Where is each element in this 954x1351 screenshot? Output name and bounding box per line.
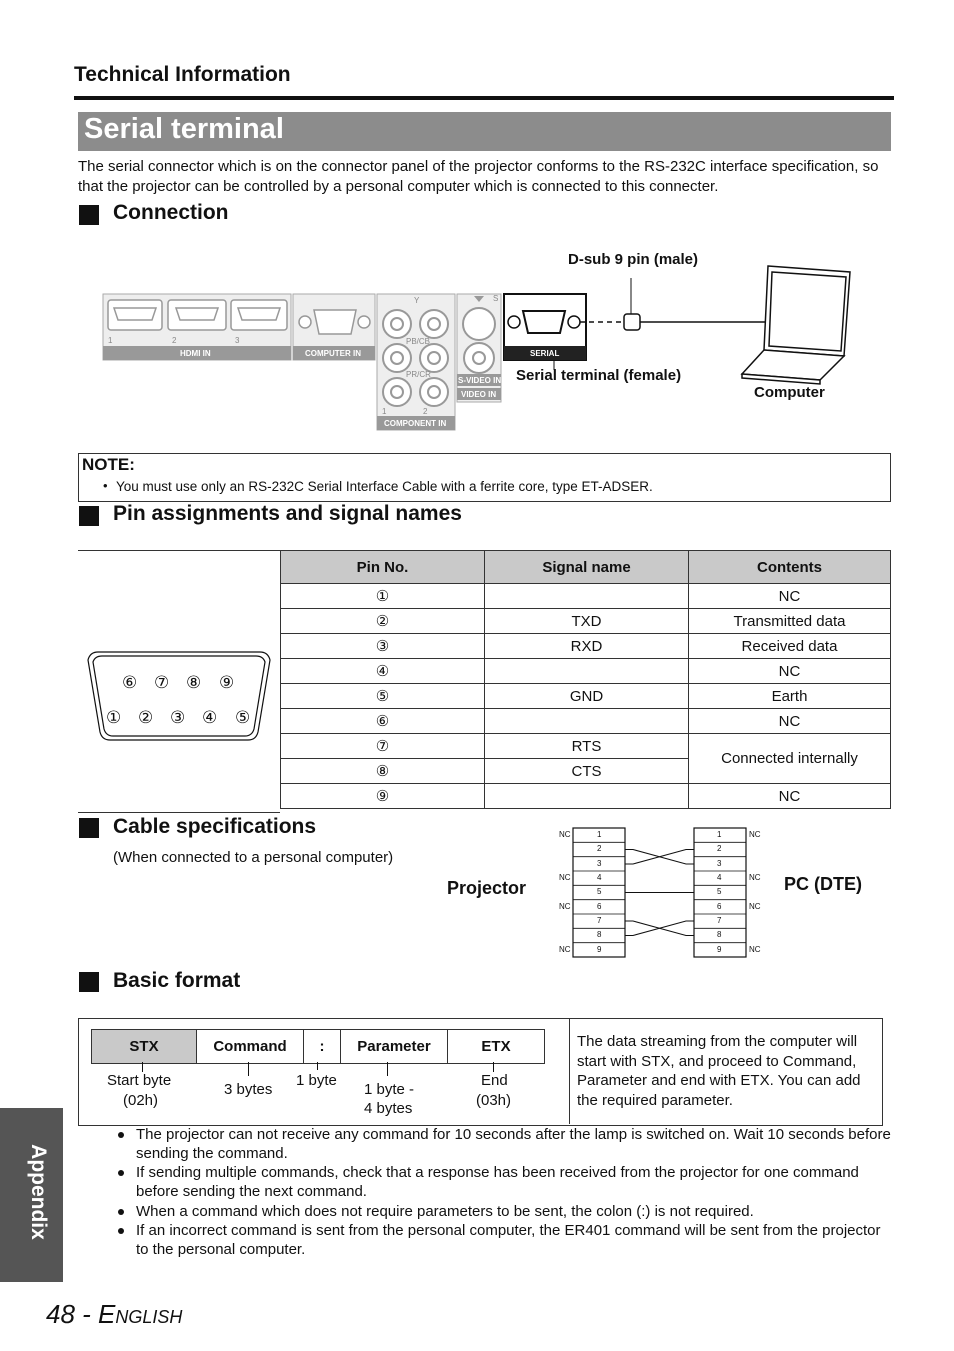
bullet-text: When a command which does not require parameters to be sent, the colon (:) is not required. — [136, 1203, 754, 1220]
table-row — [281, 634, 891, 659]
pc-nc-4: NC — [749, 873, 761, 882]
cable-wiring-diagram — [555, 826, 770, 961]
etx-label-line1: End — [481, 1072, 508, 1089]
signal-cell: RTS — [485, 734, 689, 759]
pc-nc-9: NC — [749, 945, 761, 954]
etx-pointer — [493, 1062, 494, 1072]
proj-pin-9: 9 — [597, 945, 602, 954]
table-row — [281, 784, 891, 809]
pc-pin-5: 5 — [717, 887, 722, 896]
pc-pin-6: 6 — [717, 902, 722, 911]
command-label: 3 bytes — [224, 1081, 273, 1098]
section-marker — [79, 818, 99, 838]
connection-diagram — [100, 250, 860, 440]
proj-pin-7: 7 — [597, 916, 602, 925]
column-header: Contents — [689, 551, 891, 584]
header-rule — [74, 96, 894, 100]
stx-label-line2: (02h) — [123, 1092, 159, 1109]
column-header: Signal name — [485, 551, 689, 584]
format-table — [91, 1029, 545, 1064]
cable-heading: Cable specifications — [113, 815, 317, 838]
pin-table — [280, 550, 891, 809]
connector-pin-4: ④ — [202, 708, 218, 727]
pin-cell: ⑥ — [281, 709, 485, 734]
hdmi-num-1: 1 — [108, 336, 113, 345]
s-mark-label: S — [493, 294, 499, 303]
pc-pin-8: 8 — [717, 930, 722, 939]
page-language: English — [98, 1299, 183, 1329]
pc-pin-3: 3 — [717, 859, 722, 868]
parameter-cell: Parameter — [341, 1030, 448, 1064]
component-in-label: COMPONENT IN — [384, 419, 447, 428]
video-in-label: VIDEO IN — [461, 390, 497, 399]
section-header: Technical Information — [74, 63, 291, 86]
table-row — [281, 659, 891, 684]
cable-subtitle: (When connected to a personal computer) — [113, 849, 394, 866]
connector-pin-1: ① — [106, 708, 122, 727]
signal-cell — [485, 584, 689, 609]
port-pr-label: PR/CR — [406, 370, 431, 379]
basic-format-description: The data streaming from the computer will start with STX, and proceed to Command, Parameter and end with ETX. You can add the required parameter. — [577, 1033, 861, 1109]
bullet-text: If sending multiple commands, check that a response has been received from the projector for one command before sending the next command. — [136, 1164, 859, 1200]
contents-cell: NC — [689, 659, 891, 684]
connector-pin-2: ② — [138, 708, 154, 727]
pin-cell: ⑨ — [281, 784, 485, 809]
stx-label-line1: Start byte — [107, 1072, 172, 1089]
hdmi-num-3: 3 — [235, 336, 240, 345]
stx-cell: STX — [92, 1030, 197, 1064]
page-number — [46, 1299, 182, 1330]
page-title: Serial terminal — [84, 113, 284, 145]
bullet-dot — [118, 1228, 124, 1234]
serial-terminal-label: Serial terminal (female) — [516, 367, 682, 384]
intro-text: The serial connector which is on the connector panel of the projector conforms to the RS-232C interface specification, so that the projector can be controlled by a personal computer which is connected to this connecter. — [78, 158, 879, 195]
colon-pointer — [317, 1062, 318, 1070]
colon-cell: : — [304, 1030, 341, 1064]
note-box — [78, 453, 891, 502]
connector-pin-9: ⑨ — [219, 673, 235, 692]
bullet-dot — [118, 1132, 124, 1138]
hdmi-num-2: 2 — [172, 336, 177, 345]
port-pb-label: PB/CB — [406, 337, 431, 346]
wiring-lines — [555, 826, 770, 961]
proj-pin-8: 8 — [597, 930, 602, 939]
bullet-text: If an incorrect command is sent from the personal computer, the ER401 command will be sent from the projector to the personal computer. — [136, 1222, 881, 1258]
pin-cell: ⑦ — [281, 734, 485, 759]
pin-cell: ③ — [281, 634, 485, 659]
table-row — [281, 684, 891, 709]
svideo-in-label: S-VIDEO IN — [458, 376, 502, 385]
parameter-label-line1: 1 byte - — [364, 1081, 415, 1098]
pin-cell: ⑧ — [281, 759, 485, 784]
connector-pin-8: ⑧ — [186, 673, 202, 692]
pin-cell: ⑤ — [281, 684, 485, 709]
connector-pin-3: ③ — [170, 708, 186, 727]
etx-cell: ETX — [448, 1030, 545, 1064]
basic-format-divider — [569, 1018, 570, 1124]
parameter-label-line2: 4 bytes — [364, 1100, 413, 1117]
table-row — [281, 584, 891, 609]
proj-pin-3: 3 — [597, 859, 602, 868]
signal-cell: RXD — [485, 634, 689, 659]
pc-pin-2: 2 — [717, 844, 722, 853]
pc-pin-9: 9 — [717, 945, 722, 954]
note-bullet: • — [103, 478, 108, 493]
note-text: You must use only an RS-232C Serial Interface Cable with a ferrite core, type ET-ADSER. — [116, 479, 653, 494]
pc-nc-1: NC — [749, 830, 761, 839]
table-row — [281, 709, 891, 734]
column-header: Pin No. — [281, 551, 485, 584]
proj-nc-6: NC — [559, 902, 571, 911]
pc-pin-7: 7 — [717, 916, 722, 925]
hdmi-in-label: HDMI IN — [180, 349, 211, 358]
signal-cell — [485, 784, 689, 809]
colon-label: 1 byte — [296, 1072, 337, 1089]
command-cell: Command — [197, 1030, 304, 1064]
serial-label: SERIAL — [530, 349, 560, 358]
bullet-dot — [118, 1209, 124, 1215]
parameter-pointer — [387, 1062, 388, 1076]
dsub-label: D-sub 9 pin (male) — [568, 251, 699, 268]
dsub-connector-drawing — [84, 648, 274, 744]
signal-cell: TXD — [485, 609, 689, 634]
port-y-label: Y — [414, 296, 420, 305]
connection-heading: Connection — [113, 201, 229, 224]
basic-format-heading: Basic format — [113, 969, 241, 992]
proj-pin-2: 2 — [597, 844, 602, 853]
proj-nc-9: NC — [559, 945, 571, 954]
proj-pin-5: 5 — [597, 887, 602, 896]
note-title: NOTE: — [82, 455, 135, 474]
signal-cell — [485, 659, 689, 684]
bullet-dot — [118, 1170, 124, 1176]
table-row — [92, 1030, 545, 1064]
computer-label: Computer — [754, 384, 825, 401]
proj-pin-6: 6 — [597, 902, 602, 911]
appendix-tab-label: Appendix — [27, 1144, 50, 1240]
table-header-row — [281, 551, 891, 584]
signal-cell: GND — [485, 684, 689, 709]
contents-cell: Connected internally — [689, 734, 891, 784]
pin-cell: ② — [281, 609, 485, 634]
section-marker — [79, 506, 99, 526]
component-num-2: 2 — [423, 407, 428, 416]
pc-nc-6: NC — [749, 902, 761, 911]
pins-heading: Pin assignments and signal names — [113, 502, 462, 525]
contents-cell: Received data — [689, 634, 891, 659]
table-row — [281, 734, 891, 759]
pin-cell: ① — [281, 584, 485, 609]
proj-nc-4: NC — [559, 873, 571, 882]
page-number-text: 48 - — [46, 1299, 99, 1329]
bullet-text: The projector can not receive any command for 10 seconds after the lamp is switched on. Wait 10 seconds before sending the command. — [136, 1126, 891, 1162]
projector-label: Projector — [447, 878, 527, 898]
proj-pin-4: 4 — [597, 873, 602, 882]
pc-pin-4: 4 — [717, 873, 722, 882]
computer-in-label: COMPUTER IN — [305, 349, 361, 358]
contents-cell: Transmitted data — [689, 609, 891, 634]
section-marker — [79, 205, 99, 225]
contents-cell: Earth — [689, 684, 891, 709]
contents-cell: NC — [689, 584, 891, 609]
contents-cell: NC — [689, 709, 891, 734]
pc-dte-label: PC (DTE) — [784, 874, 862, 894]
proj-nc-1: NC — [559, 830, 571, 839]
pc-pin-1: 1 — [717, 830, 722, 839]
section-marker — [79, 972, 99, 992]
signal-cell — [485, 709, 689, 734]
stx-pointer — [142, 1062, 143, 1072]
connector-pin-6: ⑥ — [122, 673, 138, 692]
component-num-1: 1 — [382, 407, 387, 416]
table-row — [281, 609, 891, 634]
signal-cell: CTS — [485, 759, 689, 784]
connector-pin-7: ⑦ — [154, 673, 170, 692]
pins-bottom-rule — [78, 812, 280, 813]
connector-pin-5: ⑤ — [235, 708, 251, 727]
command-pointer — [248, 1062, 249, 1076]
connector-panel-illustration — [100, 250, 860, 440]
proj-pin-1: 1 — [597, 830, 602, 839]
pins-top-rule — [78, 550, 280, 551]
contents-cell: NC — [689, 784, 891, 809]
pin-cell: ④ — [281, 659, 485, 684]
etx-label-line2: (03h) — [476, 1092, 512, 1109]
